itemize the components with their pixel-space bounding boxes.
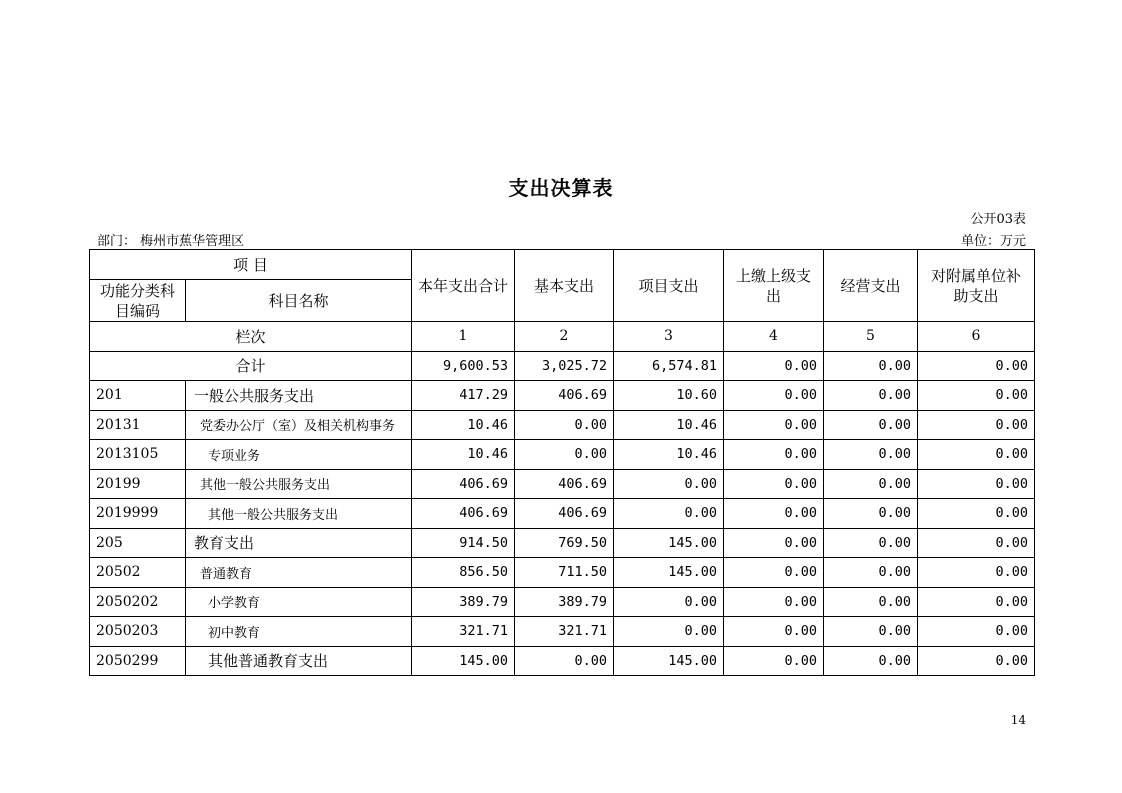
total-row bbox=[90, 351, 1035, 381]
row-value: 914.50 bbox=[412, 528, 515, 558]
table-row bbox=[90, 440, 1035, 470]
row-name: 初中教育 bbox=[186, 617, 412, 647]
row-value: 0.00 bbox=[824, 469, 918, 499]
row-value: 0.00 bbox=[724, 558, 824, 588]
page-number: 14 bbox=[1010, 713, 1026, 727]
row-code: 2050202 bbox=[90, 587, 186, 617]
row-value: 0.00 bbox=[824, 617, 918, 647]
row-value: 417.29 bbox=[412, 381, 515, 411]
row-value: 0.00 bbox=[724, 646, 824, 676]
header-name: 科目名称 bbox=[186, 280, 412, 322]
row-value: 0.00 bbox=[724, 499, 824, 529]
row-name: 教育支出 bbox=[186, 528, 412, 558]
row-code: 20502 bbox=[90, 558, 186, 588]
row-name: 一般公共服务支出 bbox=[186, 381, 412, 411]
department-line bbox=[97, 230, 244, 249]
row-name: 其他普通教育支出 bbox=[186, 646, 412, 676]
row-value: 769.50 bbox=[515, 528, 614, 558]
row-code: 20131 bbox=[90, 410, 186, 440]
row-value: 0.00 bbox=[824, 587, 918, 617]
total-value: 0.00 bbox=[918, 351, 1035, 381]
table-row bbox=[90, 381, 1035, 411]
table-row bbox=[90, 646, 1035, 676]
table-row bbox=[90, 469, 1035, 499]
header-code: 功能分类科目编码 bbox=[90, 280, 186, 322]
column-index: 2 bbox=[515, 322, 614, 352]
row-value: 0.00 bbox=[515, 410, 614, 440]
row-value: 0.00 bbox=[515, 440, 614, 470]
column-index-row bbox=[90, 322, 1035, 352]
row-name: 专项业务 bbox=[186, 440, 412, 470]
row-value: 711.50 bbox=[515, 558, 614, 588]
row-value: 0.00 bbox=[614, 499, 724, 529]
department-label: 部门： bbox=[97, 234, 137, 249]
row-value: 0.00 bbox=[918, 528, 1035, 558]
column-index: 4 bbox=[724, 322, 824, 352]
row-value: 0.00 bbox=[918, 440, 1035, 470]
row-value: 10.46 bbox=[412, 410, 515, 440]
row-value: 0.00 bbox=[724, 410, 824, 440]
row-value: 0.00 bbox=[918, 381, 1035, 411]
row-value: 0.00 bbox=[918, 558, 1035, 588]
column-index: 1 bbox=[412, 322, 515, 352]
row-code: 20199 bbox=[90, 469, 186, 499]
total-value: 0.00 bbox=[724, 351, 824, 381]
column-index: 5 bbox=[824, 322, 918, 352]
row-name: 其他一般公共服务支出 bbox=[186, 499, 412, 529]
total-label: 合计 bbox=[90, 351, 412, 381]
page-title: 支出决算表 bbox=[508, 176, 614, 200]
row-value: 0.00 bbox=[824, 646, 918, 676]
column-index: 6 bbox=[918, 322, 1035, 352]
row-value: 389.79 bbox=[412, 587, 515, 617]
row-value: 145.00 bbox=[412, 646, 515, 676]
row-value: 0.00 bbox=[918, 646, 1035, 676]
total-value: 9,600.53 bbox=[412, 351, 515, 381]
row-value: 0.00 bbox=[918, 587, 1035, 617]
row-value: 0.00 bbox=[724, 469, 824, 499]
row-value: 0.00 bbox=[724, 381, 824, 411]
row-value: 406.69 bbox=[412, 469, 515, 499]
row-value: 0.00 bbox=[614, 617, 724, 647]
row-code: 2013105 bbox=[90, 440, 186, 470]
total-value: 6,574.81 bbox=[614, 351, 724, 381]
row-value: 0.00 bbox=[515, 646, 614, 676]
row-value: 10.46 bbox=[412, 440, 515, 470]
row-value: 0.00 bbox=[724, 617, 824, 647]
row-value: 0.00 bbox=[614, 587, 724, 617]
row-value: 406.69 bbox=[515, 381, 614, 411]
row-code: 2050203 bbox=[90, 617, 186, 647]
row-value: 389.79 bbox=[515, 587, 614, 617]
row-value: 10.46 bbox=[614, 410, 724, 440]
row-value: 0.00 bbox=[824, 410, 918, 440]
header-upper: 上缴上级支出 bbox=[724, 250, 824, 322]
header-total: 本年支出合计 bbox=[412, 250, 515, 322]
row-value: 0.00 bbox=[824, 381, 918, 411]
column-index-label: 栏次 bbox=[90, 322, 412, 352]
row-code: 2050299 bbox=[90, 646, 186, 676]
row-name: 普通教育 bbox=[186, 558, 412, 588]
total-value: 0.00 bbox=[824, 351, 918, 381]
row-value: 0.00 bbox=[614, 469, 724, 499]
header-project: 项目支出 bbox=[614, 250, 724, 322]
row-code: 205 bbox=[90, 528, 186, 558]
row-value: 0.00 bbox=[724, 528, 824, 558]
row-value: 0.00 bbox=[918, 617, 1035, 647]
table-row bbox=[90, 528, 1035, 558]
row-code: 2019999 bbox=[90, 499, 186, 529]
row-value: 856.50 bbox=[412, 558, 515, 588]
row-value: 0.00 bbox=[724, 440, 824, 470]
row-value: 0.00 bbox=[918, 469, 1035, 499]
row-value: 0.00 bbox=[824, 499, 918, 529]
table-row bbox=[90, 410, 1035, 440]
row-value: 0.00 bbox=[918, 410, 1035, 440]
table-row bbox=[90, 499, 1035, 529]
total-value: 3,025.72 bbox=[515, 351, 614, 381]
expenditure-table bbox=[89, 249, 1035, 676]
row-value: 406.69 bbox=[515, 499, 614, 529]
row-name: 小学教育 bbox=[186, 587, 412, 617]
row-value: 145.00 bbox=[614, 528, 724, 558]
row-value: 10.46 bbox=[614, 440, 724, 470]
row-value: 0.00 bbox=[824, 440, 918, 470]
row-code: 201 bbox=[90, 381, 186, 411]
row-value: 0.00 bbox=[918, 499, 1035, 529]
row-value: 406.69 bbox=[515, 469, 614, 499]
department-name: 梅州市蕉华管理区 bbox=[140, 234, 245, 249]
row-value: 10.60 bbox=[614, 381, 724, 411]
table-row bbox=[90, 558, 1035, 588]
row-value: 0.00 bbox=[824, 528, 918, 558]
row-value: 0.00 bbox=[724, 587, 824, 617]
form-number: 公开03表 bbox=[970, 212, 1026, 227]
header-basic: 基本支出 bbox=[515, 250, 614, 322]
row-value: 321.71 bbox=[412, 617, 515, 647]
row-name: 党委办公厅（室）及相关机构事务 bbox=[186, 410, 412, 440]
unit-label: 单位：万元 bbox=[960, 234, 1026, 249]
row-value: 321.71 bbox=[515, 617, 614, 647]
table-row bbox=[90, 587, 1035, 617]
header-item: 项 目 bbox=[90, 250, 412, 280]
row-value: 406.69 bbox=[412, 499, 515, 529]
header-operation: 经营支出 bbox=[824, 250, 918, 322]
table-row bbox=[90, 617, 1035, 647]
header-subsidy: 对附属单位补助支出 bbox=[918, 250, 1035, 322]
row-value: 145.00 bbox=[614, 646, 724, 676]
row-name: 其他一般公共服务支出 bbox=[186, 469, 412, 499]
row-value: 145.00 bbox=[614, 558, 724, 588]
column-index: 3 bbox=[614, 322, 724, 352]
row-value: 0.00 bbox=[824, 558, 918, 588]
